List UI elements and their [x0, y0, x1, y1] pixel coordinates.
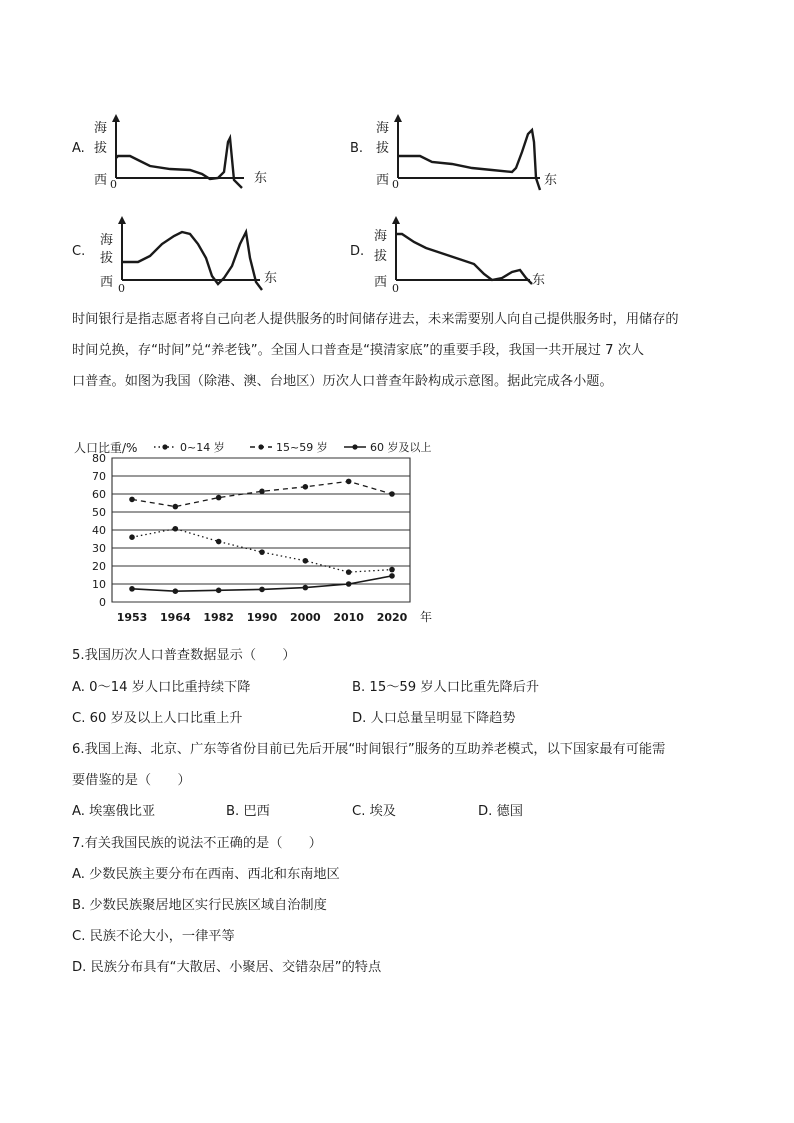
- terrain-line: [122, 232, 262, 290]
- terrain-line: [116, 138, 242, 188]
- age-structure-svg: [72, 438, 442, 628]
- svg-text:海: 海: [376, 121, 390, 136]
- y-tick-label: 60: [92, 488, 106, 501]
- legend-label: 60 岁及以上: [370, 441, 432, 454]
- svg-text:西: 西: [100, 275, 114, 290]
- svg-text:西: 西: [376, 173, 390, 188]
- series-point: [303, 484, 309, 490]
- y-tick-label: 70: [92, 470, 106, 483]
- series-point: [389, 491, 395, 497]
- y-tick-label: 30: [92, 542, 106, 555]
- elevation-profile-a: [94, 112, 274, 192]
- y-tick-label: 50: [92, 506, 106, 519]
- series-point: [216, 539, 222, 545]
- question-6-stem-line-2: 要借鉴的是（ ）: [72, 773, 191, 788]
- terrain-line: [396, 234, 532, 284]
- legend-marker: [162, 444, 167, 449]
- intro-line-1: 时间银行是指志愿者将自己向老人提供服务的时间储存进去，未来需要别人向自己提供服务时，用储存的: [72, 312, 679, 327]
- y-tick-label: 10: [92, 578, 106, 591]
- q5-option-b[interactable]: B. 15～59 岁人口比重先降后升: [352, 680, 540, 695]
- series-point: [389, 573, 395, 579]
- east-label: 东: [254, 171, 268, 186]
- series-point: [303, 585, 309, 591]
- y-tick-label: 40: [92, 524, 106, 537]
- x-unit-label: 年: [420, 610, 433, 624]
- q5-option-c[interactable]: C. 60 岁及以上人口比重上升: [72, 711, 243, 726]
- svg-text:西: 西: [374, 275, 388, 290]
- terrain-line: [398, 130, 540, 190]
- question-5-stem: 5.我国历次人口普查数据显示（ ）: [72, 648, 296, 663]
- series-point: [259, 549, 265, 555]
- series-point: [173, 588, 179, 594]
- series-point: [346, 479, 352, 485]
- y-tick-label: 80: [92, 452, 106, 465]
- question-7-stem: 7.有关我国民族的说法不正确的是（ ）: [72, 836, 322, 851]
- intro-line-3: 口普查。如图为我国（除港、澳、台地区）历次人口普查年龄构成示意图。据此完成各小题。: [72, 374, 613, 389]
- svg-text:东: 东: [264, 271, 278, 286]
- svg-text:东: 东: [532, 273, 546, 288]
- series-point: [173, 504, 179, 510]
- q5-option-a[interactable]: A. 0～14 岁人口比重持续下降: [72, 680, 251, 695]
- series-point: [346, 569, 352, 575]
- svg-text:0: 0: [392, 282, 399, 295]
- series-point: [303, 558, 309, 564]
- svg-text:拔: 拔: [100, 251, 114, 266]
- q7-option-d[interactable]: D. 民族分布具有“大散居、小聚居、交错杂居”的特点: [72, 960, 382, 975]
- svg-text:拔: 拔: [374, 249, 388, 264]
- x-tick-label: 1990: [246, 611, 278, 624]
- x-tick-label: 1964: [160, 611, 191, 624]
- q6-option-b[interactable]: B. 巴西: [226, 804, 270, 819]
- q7-option-a[interactable]: A. 少数民族主要分布在西南、西北和东南地区: [72, 867, 340, 882]
- q6-option-d[interactable]: D. 德国: [478, 804, 523, 819]
- svg-text:海: 海: [374, 229, 388, 244]
- option-letter: B.: [350, 141, 364, 156]
- q6-option-c[interactable]: C. 埃及: [352, 804, 396, 819]
- q7-option-b[interactable]: B. 少数民族聚居地区实行民族区域自治制度: [72, 898, 327, 913]
- x-tick-label: 2010: [333, 611, 364, 624]
- y-tick-label: 0: [99, 596, 106, 609]
- q7-option-c[interactable]: C. 民族不论大小，一律平等: [72, 929, 235, 944]
- option-letter: C.: [72, 244, 86, 259]
- y-axis-label: 人口比重/%: [74, 441, 138, 455]
- series-point: [129, 586, 135, 592]
- series-point: [216, 588, 222, 594]
- question-6-stem-line-1: 6.我国上海、北京、广东等省份目前已先后开展“时间银行”服务的互助养老模式，以下国家最有可能需: [72, 742, 666, 757]
- x-tick-label: 2000: [290, 611, 321, 624]
- axis-char-ba: 拔: [94, 141, 108, 156]
- elevation-profile-b: [376, 112, 576, 192]
- svg-text:0: 0: [118, 282, 125, 295]
- series-point: [259, 489, 265, 495]
- x-tick-label: 1982: [203, 611, 234, 624]
- elevation-profile-c: [100, 214, 284, 294]
- option-letter: A.: [72, 141, 85, 156]
- x-tick-label: 2020: [376, 611, 408, 624]
- legend-marker: [258, 444, 263, 449]
- series-point: [346, 581, 352, 587]
- series-point: [389, 567, 395, 573]
- series-point: [216, 495, 222, 501]
- svg-text:拔: 拔: [376, 141, 390, 156]
- svg-text:东: 东: [544, 173, 558, 188]
- origin-label: 0: [110, 178, 117, 191]
- q6-option-a[interactable]: A. 埃塞俄比亚: [72, 804, 156, 819]
- age-structure-chart: [72, 438, 442, 632]
- legend-label: 15~59 岁: [276, 441, 328, 454]
- series-point: [173, 526, 179, 532]
- legend-label: 0~14 岁: [180, 441, 225, 454]
- west-label: 西: [94, 173, 108, 188]
- x-tick-label: 1953: [116, 611, 148, 624]
- svg-text:海: 海: [100, 233, 114, 248]
- svg-text:0: 0: [392, 178, 399, 191]
- elevation-profile-d: [374, 214, 564, 294]
- intro-line-2: 时间兑换，存“时间”兑“养老钱”。全国人口普查是“摸清家底”的重要手段，我国一共开展过 7 次人: [72, 343, 645, 358]
- axis-char-hai: 海: [94, 121, 108, 136]
- option-letter: D.: [350, 244, 365, 259]
- series-point: [129, 497, 135, 503]
- legend-marker: [352, 444, 357, 449]
- series-point: [259, 587, 265, 593]
- series-point: [129, 534, 135, 540]
- y-tick-label: 20: [92, 560, 106, 573]
- q5-option-d[interactable]: D. 人口总量呈明显下降趋势: [352, 711, 516, 726]
